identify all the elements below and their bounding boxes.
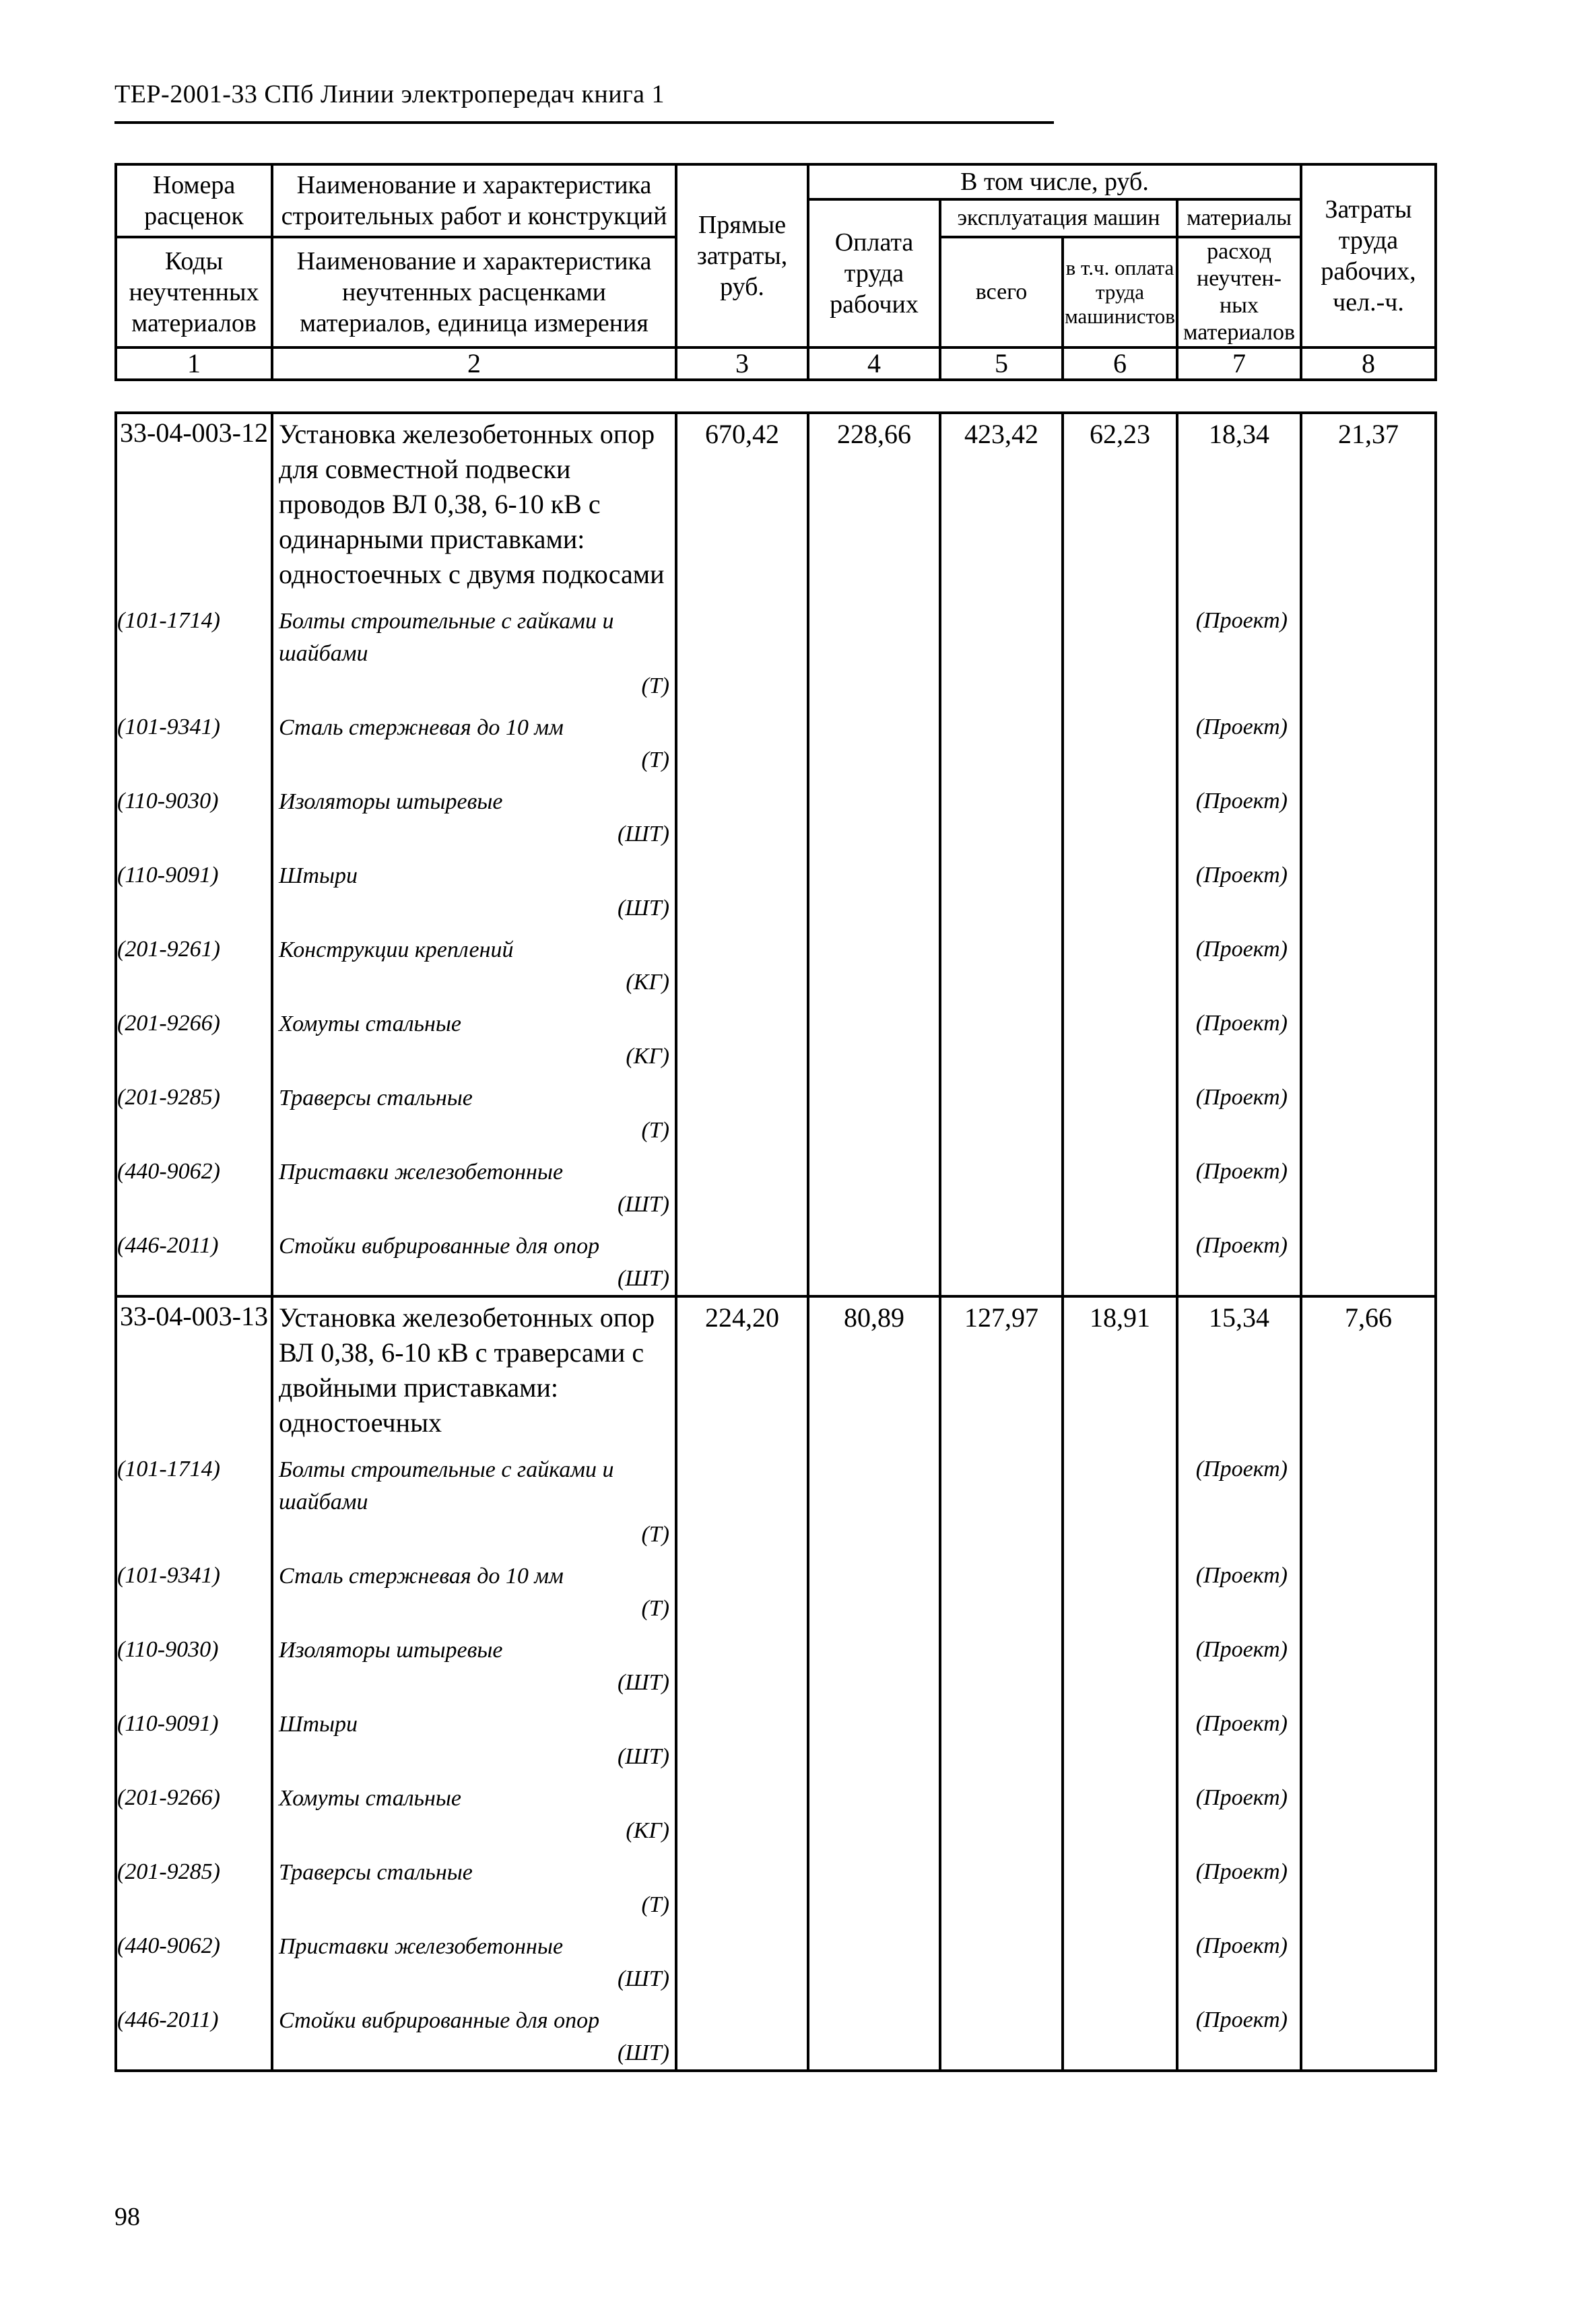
empty-cell bbox=[1063, 596, 1177, 702]
material-code: (446-2011) bbox=[116, 1221, 272, 1296]
material-code: (446-2011) bbox=[116, 1995, 272, 2071]
empty-cell bbox=[676, 1147, 808, 1221]
rate-name: Установка железобетонных опор ВЛ 0,38, 6-10 кВ с траверсами с двойными приставками: одностоечных bbox=[272, 1296, 676, 1444]
rate-value-direct: 670,42 bbox=[676, 413, 808, 596]
material-code: (440-9062) bbox=[116, 1147, 272, 1221]
empty-cell bbox=[1063, 925, 1177, 999]
material-code: (440-9062) bbox=[116, 1921, 272, 1995]
material-unit: (КГ) bbox=[626, 1044, 669, 1069]
empty-cell bbox=[940, 1073, 1063, 1147]
material-unit: (Т) bbox=[641, 1596, 669, 1621]
material-code: (201-9285) bbox=[116, 1847, 272, 1921]
material-name: Болты строительные с гайками и шайбами bbox=[279, 1457, 614, 1514]
material-name: Приставки железобетонные bbox=[279, 1934, 564, 1959]
col8-header: Затраты труда рабочих, чел.-ч. bbox=[1301, 164, 1436, 347]
material-name-cell bbox=[272, 702, 676, 776]
material-row bbox=[116, 1551, 1436, 1625]
material-row bbox=[116, 1847, 1436, 1921]
material-name: Хомуты стальные bbox=[279, 1011, 462, 1036]
empty-cell bbox=[1063, 1147, 1177, 1221]
material-unit: (ШТ) bbox=[617, 1670, 669, 1695]
empty-cell bbox=[676, 596, 808, 702]
empty-cell bbox=[940, 702, 1063, 776]
material-consumption: (Проект) bbox=[1177, 1073, 1301, 1147]
material-row bbox=[116, 1147, 1436, 1221]
material-code: (110-9030) bbox=[116, 1625, 272, 1699]
empty-cell bbox=[1063, 1921, 1177, 1995]
material-name-cell bbox=[272, 925, 676, 999]
empty-cell bbox=[808, 1773, 940, 1847]
material-unit: (ШТ) bbox=[617, 1192, 669, 1217]
material-code: (110-9091) bbox=[116, 1699, 272, 1773]
empty-cell bbox=[1063, 776, 1177, 851]
material-unit: (ШТ) bbox=[617, 1966, 669, 1991]
empty-cell bbox=[940, 1221, 1063, 1296]
material-unit: (Т) bbox=[641, 673, 669, 698]
empty-cell bbox=[940, 776, 1063, 851]
empty-cell bbox=[1301, 851, 1436, 925]
empty-cell bbox=[940, 596, 1063, 702]
empty-cell bbox=[1063, 1699, 1177, 1773]
material-consumption: (Проект) bbox=[1177, 1995, 1301, 2071]
empty-cell bbox=[676, 1699, 808, 1773]
empty-cell bbox=[1063, 1847, 1177, 1921]
material-code: (201-9261) bbox=[116, 925, 272, 999]
page-header: ТЕР-2001-33 СПб Линии электропередач книга 1 bbox=[114, 80, 665, 108]
rate-row bbox=[116, 1296, 1436, 1444]
empty-cell bbox=[676, 1073, 808, 1147]
rate-value-labor: 80,89 bbox=[808, 1296, 940, 1444]
material-name-cell bbox=[272, 999, 676, 1073]
material-unit: (Т) bbox=[641, 1892, 669, 1917]
material-code: (101-9341) bbox=[116, 1551, 272, 1625]
material-unit: (КГ) bbox=[626, 970, 669, 995]
material-name-cell bbox=[272, 851, 676, 925]
col7-header: расход неучтен-ных материалов bbox=[1177, 237, 1301, 347]
empty-cell bbox=[940, 1995, 1063, 2071]
empty-cell bbox=[808, 1221, 940, 1296]
machines-header: эксплуатация машин bbox=[940, 199, 1177, 237]
empty-cell bbox=[940, 1699, 1063, 1773]
material-row bbox=[116, 776, 1436, 851]
empty-cell bbox=[808, 1921, 940, 1995]
empty-cell bbox=[1301, 1773, 1436, 1847]
empty-cell bbox=[940, 1625, 1063, 1699]
empty-cell bbox=[1301, 1699, 1436, 1773]
rates-table bbox=[114, 411, 1437, 2072]
material-code: (101-1714) bbox=[116, 596, 272, 702]
empty-cell bbox=[808, 1995, 940, 2071]
page-number: 98 bbox=[114, 2203, 140, 2231]
empty-cell bbox=[808, 596, 940, 702]
rate-value-hours: 21,37 bbox=[1301, 413, 1436, 596]
empty-cell bbox=[676, 851, 808, 925]
empty-cell bbox=[676, 1847, 808, 1921]
empty-cell bbox=[676, 1444, 808, 1551]
col-number: 1 bbox=[116, 347, 272, 380]
material-row bbox=[116, 1625, 1436, 1699]
rate-value-operators: 18,91 bbox=[1063, 1296, 1177, 1444]
material-name: Хомуты стальные bbox=[279, 1786, 462, 1811]
empty-cell bbox=[676, 1773, 808, 1847]
material-consumption: (Проект) bbox=[1177, 776, 1301, 851]
material-name: Сталь стержневая до 10 мм bbox=[279, 715, 564, 740]
material-consumption: (Проект) bbox=[1177, 596, 1301, 702]
empty-cell bbox=[1063, 702, 1177, 776]
material-unit: (ШТ) bbox=[617, 1266, 669, 1291]
material-row bbox=[116, 1444, 1436, 1551]
material-name-cell bbox=[272, 1847, 676, 1921]
empty-cell bbox=[808, 851, 940, 925]
material-row bbox=[116, 925, 1436, 999]
rate-value-machines: 127,97 bbox=[940, 1296, 1063, 1444]
empty-cell bbox=[940, 1847, 1063, 1921]
material-name-cell bbox=[272, 1551, 676, 1625]
empty-cell bbox=[676, 1995, 808, 2071]
material-name-cell bbox=[272, 1625, 676, 1699]
empty-cell bbox=[940, 1773, 1063, 1847]
empty-cell bbox=[1063, 1444, 1177, 1551]
empty-cell bbox=[1301, 1073, 1436, 1147]
material-code: (101-9341) bbox=[116, 702, 272, 776]
material-row bbox=[116, 1773, 1436, 1847]
material-name-cell bbox=[272, 1921, 676, 1995]
empty-cell bbox=[1301, 999, 1436, 1073]
empty-cell bbox=[1301, 1625, 1436, 1699]
empty-cell bbox=[1063, 1773, 1177, 1847]
material-unit: (ШТ) bbox=[617, 896, 669, 921]
empty-cell bbox=[1301, 596, 1436, 702]
material-row bbox=[116, 851, 1436, 925]
material-consumption: (Проект) bbox=[1177, 1444, 1301, 1551]
material-name: Приставки железобетонные bbox=[279, 1160, 564, 1185]
material-unit: (КГ) bbox=[626, 1818, 669, 1843]
header-rule bbox=[114, 121, 1054, 124]
empty-cell bbox=[808, 999, 940, 1073]
material-consumption: (Проект) bbox=[1177, 1699, 1301, 1773]
col-number: 7 bbox=[1177, 347, 1301, 380]
empty-cell bbox=[676, 999, 808, 1073]
rate-code: 33-04-003-13 bbox=[116, 1296, 272, 1444]
empty-cell bbox=[940, 1147, 1063, 1221]
empty-cell bbox=[808, 1147, 940, 1221]
material-name-cell bbox=[272, 776, 676, 851]
empty-cell bbox=[940, 851, 1063, 925]
empty-cell bbox=[1063, 1625, 1177, 1699]
material-name-cell bbox=[272, 1995, 676, 2071]
empty-cell bbox=[1301, 1995, 1436, 2071]
empty-cell bbox=[1301, 1551, 1436, 1625]
empty-cell bbox=[808, 702, 940, 776]
col3-header: Прямые затраты, руб. bbox=[676, 164, 808, 347]
material-row bbox=[116, 999, 1436, 1073]
material-consumption: (Проект) bbox=[1177, 1921, 1301, 1995]
rate-value-materials: 18,34 bbox=[1177, 413, 1301, 596]
material-code: (110-9091) bbox=[116, 851, 272, 925]
material-consumption: (Проект) bbox=[1177, 999, 1301, 1073]
col-number: 6 bbox=[1063, 347, 1177, 380]
col-number: 3 bbox=[676, 347, 808, 380]
rate-value-hours: 7,66 bbox=[1301, 1296, 1436, 1444]
material-name-cell bbox=[272, 1444, 676, 1551]
material-name: Штыри bbox=[279, 1712, 358, 1737]
col2-top-header: Наименование и характеристика строительных работ и конструкций bbox=[272, 164, 676, 237]
material-row bbox=[116, 702, 1436, 776]
col-number: 2 bbox=[272, 347, 676, 380]
material-unit: (Т) bbox=[641, 747, 669, 772]
rate-row bbox=[116, 413, 1436, 596]
rate-value-materials: 15,34 bbox=[1177, 1296, 1301, 1444]
rate-value-machines: 423,42 bbox=[940, 413, 1063, 596]
col-number: 4 bbox=[808, 347, 940, 380]
material-name-cell bbox=[272, 1147, 676, 1221]
material-row bbox=[116, 1221, 1436, 1296]
material-consumption: (Проект) bbox=[1177, 925, 1301, 999]
material-name: Болты строительные с гайками и шайбами bbox=[279, 609, 614, 666]
materials-header: материалы bbox=[1177, 199, 1301, 237]
material-name: Стойки вибрированные для опор bbox=[279, 2008, 600, 2033]
material-unit: (Т) bbox=[641, 1522, 669, 1547]
empty-cell bbox=[1063, 851, 1177, 925]
material-unit: (Т) bbox=[641, 1118, 669, 1143]
material-unit: (ШТ) bbox=[617, 822, 669, 846]
material-code: (101-1714) bbox=[116, 1444, 272, 1551]
rate-value-direct: 224,20 bbox=[676, 1296, 808, 1444]
material-consumption: (Проект) bbox=[1177, 1221, 1301, 1296]
empty-cell bbox=[1063, 1551, 1177, 1625]
material-name: Штыри bbox=[279, 863, 358, 888]
material-name: Изоляторы штыревые bbox=[279, 789, 503, 814]
col-number: 8 bbox=[1301, 347, 1436, 380]
material-row bbox=[116, 1073, 1436, 1147]
empty-cell bbox=[808, 1551, 940, 1625]
empty-cell bbox=[1063, 1221, 1177, 1296]
material-name-cell bbox=[272, 1073, 676, 1147]
material-unit: (ШТ) bbox=[617, 1744, 669, 1769]
rate-value-labor: 228,66 bbox=[808, 413, 940, 596]
rate-code: 33-04-003-12 bbox=[116, 413, 272, 596]
col4-header: Оплата труда рабочих bbox=[808, 199, 940, 347]
material-consumption: (Проект) bbox=[1177, 1147, 1301, 1221]
col2-bottom-header: Наименование и характеристика неучтенных расценками материалов, единица измерения bbox=[272, 237, 676, 347]
material-name-cell bbox=[272, 1699, 676, 1773]
material-consumption: (Проект) bbox=[1177, 1551, 1301, 1625]
empty-cell bbox=[940, 999, 1063, 1073]
table-header bbox=[114, 163, 1437, 381]
col-number: 5 bbox=[940, 347, 1063, 380]
material-code: (110-9030) bbox=[116, 776, 272, 851]
material-consumption: (Проект) bbox=[1177, 851, 1301, 925]
rate-value-operators: 62,23 bbox=[1063, 413, 1177, 596]
empty-cell bbox=[1301, 1221, 1436, 1296]
empty-cell bbox=[1301, 1444, 1436, 1551]
material-consumption: (Проект) bbox=[1177, 1847, 1301, 1921]
empty-cell bbox=[676, 925, 808, 999]
empty-cell bbox=[940, 1921, 1063, 1995]
material-code: (201-9266) bbox=[116, 1773, 272, 1847]
empty-cell bbox=[1063, 1995, 1177, 2071]
material-name-cell bbox=[272, 596, 676, 702]
material-row bbox=[116, 1921, 1436, 1995]
empty-cell bbox=[808, 1073, 940, 1147]
empty-cell bbox=[676, 1221, 808, 1296]
material-consumption: (Проект) bbox=[1177, 1625, 1301, 1699]
material-name: Траверсы стальные bbox=[279, 1086, 473, 1110]
empty-cell bbox=[808, 1625, 940, 1699]
empty-cell bbox=[808, 1444, 940, 1551]
empty-cell bbox=[676, 1551, 808, 1625]
empty-cell bbox=[808, 776, 940, 851]
empty-cell bbox=[1301, 702, 1436, 776]
material-consumption: (Проект) bbox=[1177, 702, 1301, 776]
material-name: Конструкции креплений bbox=[279, 937, 514, 962]
empty-cell bbox=[1301, 925, 1436, 999]
empty-cell bbox=[1301, 1147, 1436, 1221]
empty-cell bbox=[1301, 1921, 1436, 1995]
col1-bottom-header: Коды неучтенных материалов bbox=[116, 237, 272, 347]
material-name-cell bbox=[272, 1221, 676, 1296]
empty-cell bbox=[676, 776, 808, 851]
material-name-cell bbox=[272, 1773, 676, 1847]
empty-cell bbox=[940, 925, 1063, 999]
empty-cell bbox=[940, 1551, 1063, 1625]
group-header: В том числе, руб. bbox=[808, 164, 1301, 199]
material-code: (201-9266) bbox=[116, 999, 272, 1073]
empty-cell bbox=[808, 1699, 940, 1773]
empty-cell bbox=[1063, 999, 1177, 1073]
empty-cell bbox=[676, 1921, 808, 1995]
material-unit: (ШТ) bbox=[617, 2040, 669, 2065]
empty-cell bbox=[1301, 1847, 1436, 1921]
col5-header: всего bbox=[940, 237, 1063, 347]
empty-cell bbox=[1301, 776, 1436, 851]
col6-header: в т.ч. оплата труда машинистов bbox=[1063, 237, 1177, 347]
empty-cell bbox=[676, 1625, 808, 1699]
material-name: Траверсы стальные bbox=[279, 1860, 473, 1885]
material-row bbox=[116, 596, 1436, 702]
material-name: Изоляторы штыревые bbox=[279, 1638, 503, 1663]
material-row bbox=[116, 1699, 1436, 1773]
empty-cell bbox=[1063, 1073, 1177, 1147]
empty-cell bbox=[940, 1444, 1063, 1551]
empty-cell bbox=[808, 925, 940, 999]
material-row bbox=[116, 1995, 1436, 2071]
material-code: (201-9285) bbox=[116, 1073, 272, 1147]
empty-cell bbox=[676, 702, 808, 776]
empty-cell bbox=[808, 1847, 940, 1921]
material-consumption: (Проект) bbox=[1177, 1773, 1301, 1847]
col1-top-header: Номера расценок bbox=[116, 164, 272, 237]
material-name: Сталь стержневая до 10 мм bbox=[279, 1564, 564, 1589]
rate-name: Установка железобетонных опор для совместной подвески проводов ВЛ 0,38, 6-10 кВ с одинарными приставками: одностоечных с двумя подкосами bbox=[272, 413, 676, 596]
material-name: Стойки вибрированные для опор bbox=[279, 1234, 600, 1259]
